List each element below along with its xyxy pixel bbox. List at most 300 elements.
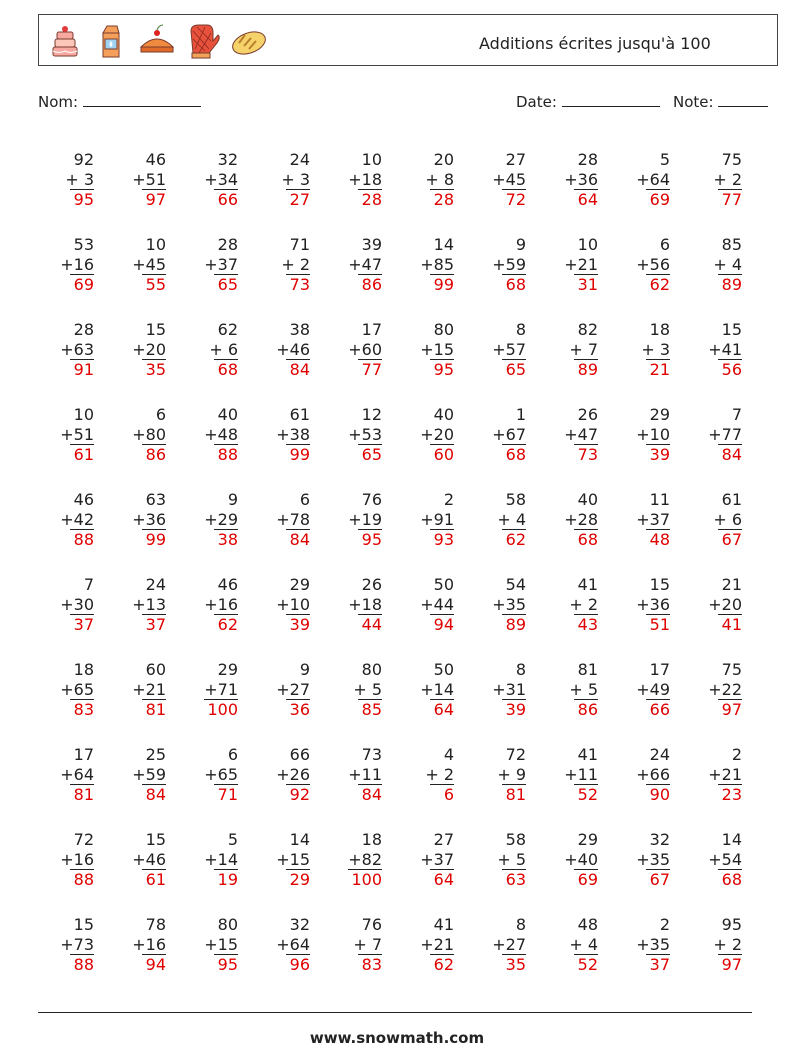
addend-top: 14 (721, 830, 742, 849)
answer: 65 (358, 444, 382, 465)
addend-bottom: +51 (60, 424, 94, 444)
addend-bottom: +71 (204, 679, 238, 699)
addend-top: 73 (361, 745, 382, 764)
addend-bottom: +15 (204, 934, 238, 954)
addend-top: 48 (577, 915, 598, 934)
addition-problem (474, 490, 526, 550)
answer: 61 (142, 869, 166, 890)
addition-problem (546, 915, 598, 975)
addend-top: 62 (217, 320, 238, 339)
addition-problem (330, 745, 382, 805)
addend-top: 26 (361, 575, 382, 594)
addend-top: 41 (577, 745, 598, 764)
addition-problem (618, 745, 670, 805)
answer: 71 (214, 784, 238, 805)
addend-bottom: +85 (420, 254, 454, 274)
addend-top: 17 (361, 320, 382, 339)
answer: 100 (348, 869, 382, 890)
addend-bottom: +45 (492, 169, 526, 189)
addend-top: 38 (289, 320, 310, 339)
name-field[interactable] (38, 92, 201, 111)
addition-problem (42, 150, 94, 210)
answer: 72 (502, 189, 526, 210)
addition-problem (474, 320, 526, 380)
addend-top: 1 (515, 405, 526, 424)
addend-top: 28 (217, 235, 238, 254)
addition-problem (114, 660, 166, 720)
grade-field[interactable] (673, 92, 768, 111)
addition-problem (258, 575, 310, 635)
addition-problem (690, 405, 742, 465)
addend-top: 75 (721, 150, 742, 169)
addend-bottom: +45 (132, 254, 166, 274)
addend-top: 14 (289, 830, 310, 849)
answer: 99 (286, 444, 310, 465)
addition-problem (114, 490, 166, 550)
addition-problem (546, 235, 598, 295)
answer: 28 (430, 189, 454, 210)
addend-top: 15 (145, 830, 166, 849)
answer: 84 (286, 529, 310, 550)
answer: 37 (70, 614, 94, 635)
addend-top: 72 (73, 830, 94, 849)
addition-problem (258, 745, 310, 805)
addition-problem (474, 830, 526, 890)
addition-problem (690, 660, 742, 720)
addend-top: 41 (577, 575, 598, 594)
addend-bottom: +18 (348, 169, 382, 189)
addition-problem (42, 575, 94, 635)
addend-top: 17 (73, 745, 94, 764)
addend-bottom: +16 (60, 254, 94, 274)
addend-top: 32 (289, 915, 310, 934)
addend-top: 46 (217, 575, 238, 594)
answer: 88 (214, 444, 238, 465)
addend-top: 82 (577, 320, 598, 339)
addend-top: 28 (73, 320, 94, 339)
addend-bottom: +64 (276, 934, 310, 954)
addend-top: 28 (577, 150, 598, 169)
addition-problem (690, 490, 742, 550)
addend-bottom: +16 (132, 934, 166, 954)
addition-problem (402, 490, 454, 550)
addition-problem (330, 235, 382, 295)
answer: 41 (718, 614, 742, 635)
answer: 29 (286, 869, 310, 890)
addend-bottom: +20 (420, 424, 454, 444)
addend-bottom: +82 (348, 849, 382, 869)
addend-bottom: + 7 (569, 339, 598, 359)
addition-problem (402, 320, 454, 380)
addition-problem (114, 745, 166, 805)
addend-top: 29 (217, 660, 238, 679)
addend-bottom: +21 (708, 764, 742, 784)
addend-top: 6 (155, 405, 166, 424)
addend-bottom: +26 (276, 764, 310, 784)
addend-top: 71 (289, 235, 310, 254)
answer: 99 (430, 274, 454, 295)
addend-bottom: + 7 (353, 934, 382, 954)
addend-bottom: +37 (420, 849, 454, 869)
answer: 48 (646, 529, 670, 550)
addition-problem (474, 150, 526, 210)
answer: 21 (646, 359, 670, 380)
addend-bottom: +64 (60, 764, 94, 784)
addition-problem (618, 490, 670, 550)
answer: 44 (358, 614, 382, 635)
addend-top: 61 (721, 490, 742, 509)
addition-problem (546, 490, 598, 550)
addend-bottom: +59 (492, 254, 526, 274)
addend-bottom: +91 (420, 509, 454, 529)
answer: 67 (646, 869, 670, 890)
answer: 68 (502, 274, 526, 295)
addend-top: 10 (73, 405, 94, 424)
addition-problem (618, 150, 670, 210)
answer: 43 (574, 614, 598, 635)
addend-top: 27 (433, 830, 454, 849)
addend-top: 29 (289, 575, 310, 594)
answer: 69 (70, 274, 94, 295)
date-field[interactable] (516, 92, 660, 111)
addend-bottom: +16 (60, 849, 94, 869)
addition-problem (114, 150, 166, 210)
answer: 19 (214, 869, 238, 890)
answer: 86 (142, 444, 166, 465)
addend-bottom: +46 (276, 339, 310, 359)
addend-bottom: +15 (420, 339, 454, 359)
addend-bottom: +80 (132, 424, 166, 444)
addition-problem (114, 830, 166, 890)
answer: 84 (286, 359, 310, 380)
addend-bottom: +27 (492, 934, 526, 954)
addition-problem (114, 575, 166, 635)
addition-problem (690, 150, 742, 210)
addend-top: 32 (649, 830, 670, 849)
addend-bottom: +21 (132, 679, 166, 699)
addition-problem (114, 320, 166, 380)
addend-top: 11 (649, 490, 670, 509)
answer: 52 (574, 784, 598, 805)
answer: 23 (718, 784, 742, 805)
addend-top: 10 (577, 235, 598, 254)
addition-problem (258, 660, 310, 720)
grade-line[interactable] (718, 92, 768, 107)
answer: 73 (574, 444, 598, 465)
answer: 62 (430, 954, 454, 975)
answer: 84 (142, 784, 166, 805)
addend-bottom: + 4 (713, 254, 742, 274)
answer: 95 (430, 359, 454, 380)
answer: 52 (574, 954, 598, 975)
addition-problem (474, 405, 526, 465)
addend-top: 8 (515, 915, 526, 934)
addend-bottom: +28 (564, 509, 598, 529)
addend-top: 8 (515, 660, 526, 679)
addend-top: 15 (721, 320, 742, 339)
addend-top: 40 (577, 490, 598, 509)
addend-top: 58 (505, 830, 526, 849)
worksheet-header (38, 14, 778, 66)
addition-problem (690, 235, 742, 295)
addend-top: 81 (577, 660, 598, 679)
addend-top: 66 (289, 745, 310, 764)
addition-problem (618, 320, 670, 380)
answer: 91 (70, 359, 94, 380)
addend-bottom: +54 (708, 849, 742, 869)
addend-bottom: +18 (348, 594, 382, 614)
addend-top: 8 (515, 320, 526, 339)
answer: 65 (214, 274, 238, 295)
addition-problem (690, 320, 742, 380)
addend-top: 76 (361, 915, 382, 934)
addend-bottom: +47 (564, 424, 598, 444)
answer: 65 (502, 359, 526, 380)
addend-top: 80 (217, 915, 238, 934)
header-icons (45, 21, 269, 61)
addend-top: 18 (361, 830, 382, 849)
addend-bottom: +35 (492, 594, 526, 614)
addition-problem (186, 150, 238, 210)
date-label: Date: (516, 93, 557, 111)
addition-problem (690, 830, 742, 890)
addend-bottom: +37 (204, 254, 238, 274)
addition-problem (402, 405, 454, 465)
oven-mitt-icon (183, 21, 223, 61)
answer: 99 (142, 529, 166, 550)
addition-problem (186, 405, 238, 465)
addend-bottom: + 5 (569, 679, 598, 699)
addend-bottom: + 4 (497, 509, 526, 529)
addend-top: 2 (731, 745, 742, 764)
answer: 94 (430, 614, 454, 635)
answer: 69 (646, 189, 670, 210)
addend-top: 14 (433, 235, 454, 254)
addition-problem (114, 405, 166, 465)
addition-problem (330, 490, 382, 550)
addend-bottom: +41 (708, 339, 742, 359)
answer: 63 (502, 869, 526, 890)
addend-bottom: + 2 (281, 254, 310, 274)
addition-problem (618, 915, 670, 975)
addend-bottom: +36 (564, 169, 598, 189)
addend-top: 6 (659, 235, 670, 254)
answer: 28 (358, 189, 382, 210)
addend-top: 2 (443, 490, 454, 509)
addend-bottom: +15 (276, 849, 310, 869)
answer: 96 (286, 954, 310, 975)
addend-top: 46 (73, 490, 94, 509)
addition-problem (330, 830, 382, 890)
addend-bottom: + 2 (569, 594, 598, 614)
addend-bottom: +56 (636, 254, 670, 274)
addition-problem (474, 575, 526, 635)
addition-problem (258, 405, 310, 465)
answer: 73 (286, 274, 310, 295)
addend-bottom: +19 (348, 509, 382, 529)
addition-problem (690, 915, 742, 975)
answer: 90 (646, 784, 670, 805)
addition-problem (186, 235, 238, 295)
addend-bottom: + 4 (569, 934, 598, 954)
addition-problem (546, 320, 598, 380)
addend-top: 50 (433, 575, 454, 594)
addition-problem (402, 745, 454, 805)
addend-top: 50 (433, 660, 454, 679)
answer: 95 (214, 954, 238, 975)
name-line[interactable] (83, 92, 201, 107)
addend-top: 4 (443, 745, 454, 764)
addend-top: 24 (145, 575, 166, 594)
addition-problem (42, 660, 94, 720)
answer: 27 (286, 189, 310, 210)
answer: 36 (286, 699, 310, 720)
addition-problem (186, 320, 238, 380)
answer: 77 (358, 359, 382, 380)
addend-top: 29 (649, 405, 670, 424)
answer: 64 (574, 189, 598, 210)
addition-problem (402, 915, 454, 975)
addend-top: 75 (721, 660, 742, 679)
addend-bottom: +67 (492, 424, 526, 444)
addend-bottom: +53 (348, 424, 382, 444)
addend-top: 15 (73, 915, 94, 934)
addend-top: 9 (515, 235, 526, 254)
addition-problem (402, 235, 454, 295)
addend-bottom: +47 (348, 254, 382, 274)
addition-problem (42, 745, 94, 805)
addend-bottom: +11 (348, 764, 382, 784)
answer: 64 (430, 699, 454, 720)
addition-problem (330, 575, 382, 635)
addition-problem (330, 915, 382, 975)
answer: 68 (502, 444, 526, 465)
addend-top: 10 (145, 235, 166, 254)
addend-bottom: +49 (636, 679, 670, 699)
addition-problem (42, 235, 94, 295)
addition-problem (690, 745, 742, 805)
bread-icon (229, 21, 269, 61)
addend-bottom: +60 (348, 339, 382, 359)
answer: 66 (214, 189, 238, 210)
addend-top: 40 (217, 405, 238, 424)
addend-bottom: +29 (204, 509, 238, 529)
addition-problem (258, 235, 310, 295)
addend-bottom: + 5 (497, 849, 526, 869)
addend-bottom: +65 (60, 679, 94, 699)
addend-top: 25 (145, 745, 166, 764)
addend-top: 15 (145, 320, 166, 339)
date-line[interactable] (562, 92, 660, 107)
addition-problem (186, 830, 238, 890)
addend-bottom: +37 (636, 509, 670, 529)
addend-bottom: +42 (60, 509, 94, 529)
addend-top: 18 (649, 320, 670, 339)
addition-problem (42, 490, 94, 550)
answer: 97 (718, 954, 742, 975)
addend-top: 39 (361, 235, 382, 254)
addend-top: 76 (361, 490, 382, 509)
addition-problem (618, 830, 670, 890)
footer-site: www.snowmath.com (309, 1029, 485, 1047)
addend-bottom: + 2 (713, 934, 742, 954)
addend-bottom: +22 (708, 679, 742, 699)
addend-top: 24 (289, 150, 310, 169)
answer: 89 (574, 359, 598, 380)
answer: 92 (286, 784, 310, 805)
addend-bottom: + 5 (353, 679, 382, 699)
addend-top: 2 (659, 915, 670, 934)
footer-divider (38, 1012, 752, 1013)
addition-problem (546, 575, 598, 635)
answer: 66 (646, 699, 670, 720)
answer: 95 (70, 189, 94, 210)
addend-top: 58 (505, 490, 526, 509)
answer: 67 (718, 529, 742, 550)
addend-top: 27 (505, 150, 526, 169)
addition-problem (546, 405, 598, 465)
addend-top: 80 (361, 660, 382, 679)
addend-top: 63 (145, 490, 166, 509)
addend-top: 17 (649, 660, 670, 679)
addend-bottom: +31 (492, 679, 526, 699)
milk-carton-icon (91, 21, 131, 61)
addend-top: 20 (433, 150, 454, 169)
answer: 84 (718, 444, 742, 465)
answer: 86 (574, 699, 598, 720)
addend-top: 80 (433, 320, 454, 339)
addend-top: 21 (721, 575, 742, 594)
addition-problem (402, 575, 454, 635)
addend-top: 32 (217, 150, 238, 169)
addition-problem (474, 745, 526, 805)
addition-problem (330, 150, 382, 210)
addition-problem (186, 575, 238, 635)
addend-top: 26 (577, 405, 598, 424)
answer: 51 (646, 614, 670, 635)
addend-bottom: +59 (132, 764, 166, 784)
addition-problem (258, 915, 310, 975)
addition-problem (402, 660, 454, 720)
answer: 81 (502, 784, 526, 805)
answer: 84 (358, 784, 382, 805)
addition-problem (42, 320, 94, 380)
answer: 68 (214, 359, 238, 380)
name-label: Nom: (38, 93, 79, 111)
addition-problem (186, 490, 238, 550)
addition-problem (474, 235, 526, 295)
addend-bottom: +78 (276, 509, 310, 529)
addition-problem (42, 915, 94, 975)
addend-bottom: +51 (132, 169, 166, 189)
addend-top: 6 (227, 745, 238, 764)
addend-bottom: +77 (708, 424, 742, 444)
addend-bottom: +13 (132, 594, 166, 614)
addend-top: 5 (659, 150, 670, 169)
addend-bottom: +21 (564, 254, 598, 274)
addend-top: 85 (721, 235, 742, 254)
addend-top: 54 (505, 575, 526, 594)
addition-problem (474, 660, 526, 720)
answer: 88 (70, 529, 94, 550)
answer: 94 (142, 954, 166, 975)
addend-bottom: +10 (636, 424, 670, 444)
addition-problem (114, 235, 166, 295)
addition-problem (258, 830, 310, 890)
cake-icon (45, 21, 85, 61)
addend-top: 10 (361, 150, 382, 169)
addend-bottom: + 8 (425, 169, 454, 189)
